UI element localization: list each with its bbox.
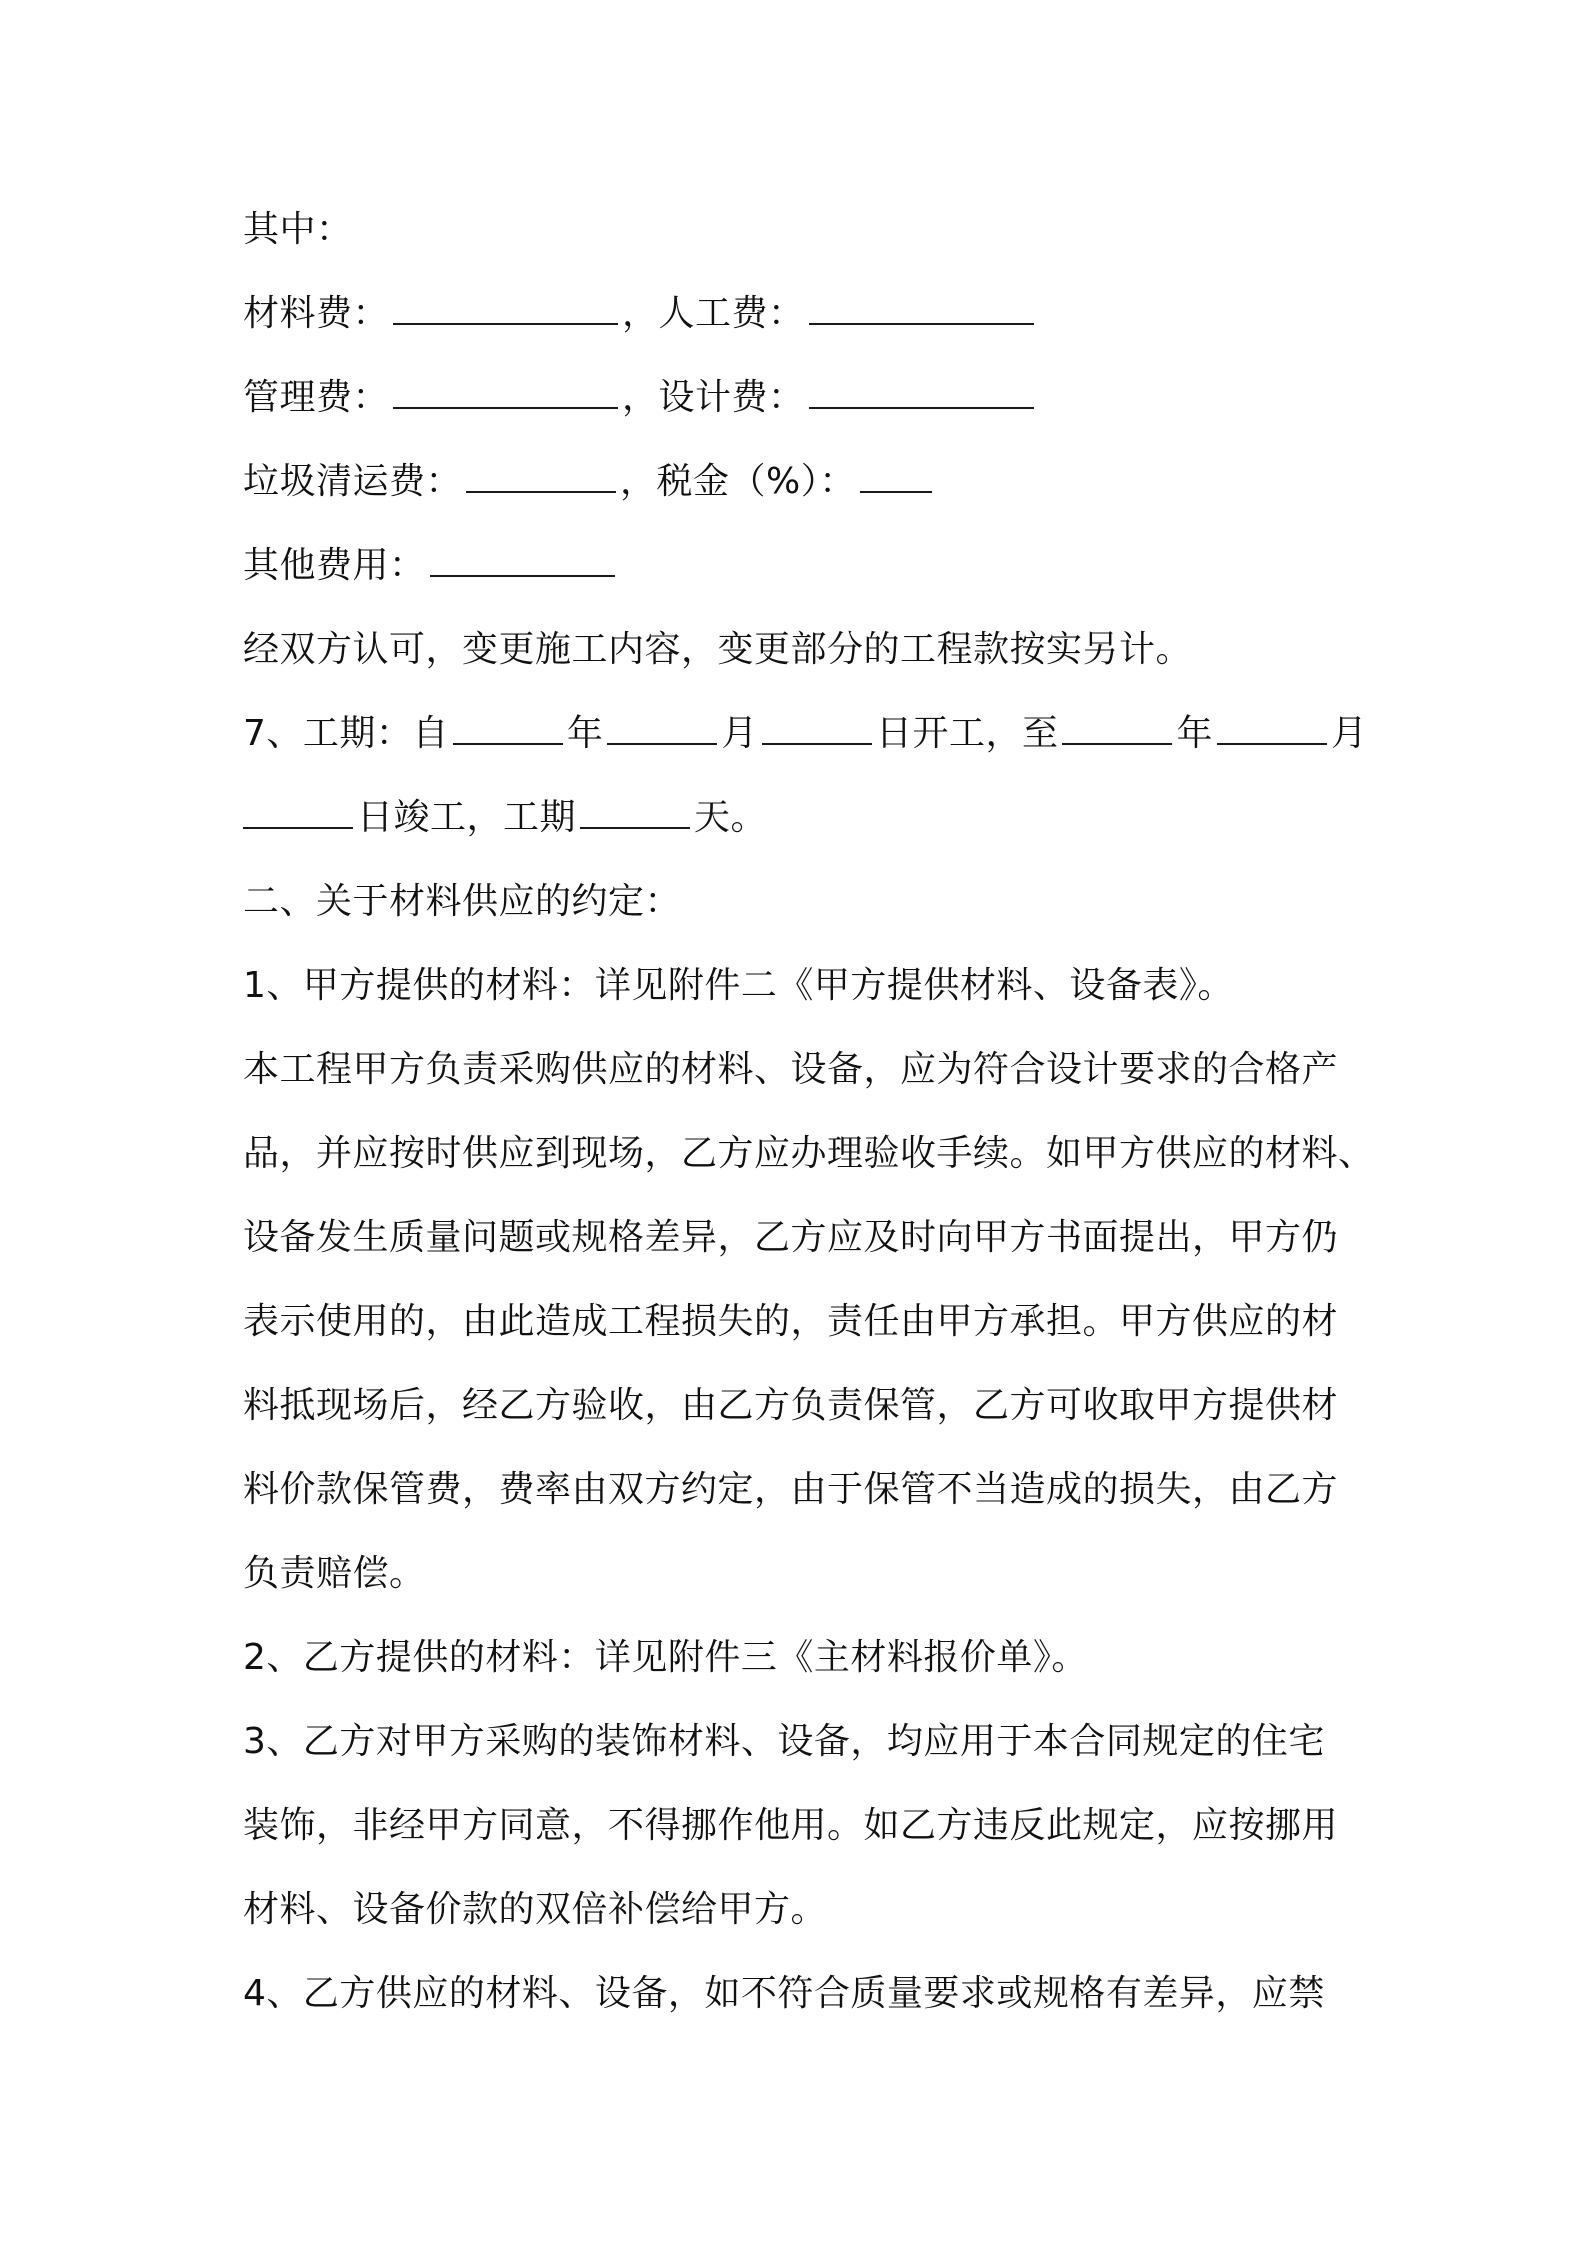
item1-text: 1、甲方提供的材料：详见附件二《甲方提供材料、设备表》。: [243, 965, 1234, 1006]
para1-line: 负责赔偿。: [243, 1553, 426, 1594]
management-fee-label: 管理费：: [243, 377, 390, 418]
para1-line: 本工程甲方负责采购供应的材料、设备，应为符合设计要求的合格产: [243, 1049, 1339, 1090]
para1-line: 品，并应按时供应到现场，乙方应办理验收手续。如甲方供应的材料、: [243, 1133, 1375, 1174]
intro-line: [243, 205, 353, 255]
item3-line: 3、乙方对甲方采购的装饰材料、设备，均应用于本合同规定的住宅: [243, 1721, 1325, 1762]
item4-text: 4、乙方供应的材料、设备，如不符合质量要求或规格有差异，应禁: [243, 1973, 1325, 2014]
other-fee-blank[interactable]: [430, 541, 615, 577]
para1-line: 设备发生质量问题或规格差异，乙方应及时向甲方书面提出，甲方仍: [243, 1217, 1339, 1258]
item4-line: [243, 1969, 1325, 2019]
garbage-tax-line: 垃圾清运费： ，税金（%）：: [243, 457, 936, 507]
start-month-blank[interactable]: [607, 709, 717, 745]
schedule-line-1: 7、工期：自 年 月 日开工，至 年 月: [243, 709, 1367, 759]
section-two-title: 二、关于材料供应的约定：: [243, 881, 682, 922]
design-fee-label: 设计费：: [658, 377, 805, 418]
change-note: 经双方认可，变更施工内容，变更部分的工程款按实另计。: [243, 629, 1193, 670]
schedule-line-2: 日竣工，工期 天。: [243, 793, 767, 843]
material-fee-label: 材料费：: [243, 293, 390, 334]
labor-fee-blank[interactable]: [809, 289, 1034, 325]
para1-line: 料抵现场后，经乙方验收，由乙方负责保管，乙方可收取甲方提供材: [243, 1385, 1339, 1426]
design-fee-blank[interactable]: [809, 373, 1034, 409]
start-year-blank[interactable]: [453, 709, 563, 745]
end-year-blank[interactable]: [1062, 709, 1172, 745]
tax-label: 税金（%）：: [656, 461, 856, 502]
garbage-fee-label: 垃圾清运费：: [243, 461, 463, 502]
schedule-prefix: 7、工期：自: [243, 713, 449, 754]
tax-blank[interactable]: [860, 457, 932, 493]
end-day-blank[interactable]: [243, 793, 353, 829]
section-two-title-line: [243, 877, 681, 927]
intro-text: 其中：: [243, 209, 353, 250]
other-fee-label: 其他费用：: [243, 545, 426, 586]
item1-line: [243, 961, 1234, 1011]
material-labor-line: 材料费： ，人工费：: [243, 289, 1038, 339]
change-note-line: [243, 625, 1192, 675]
item2-text: 2、乙方提供的材料：详见附件三《主材料报价单》。: [243, 1637, 1088, 1678]
start-day-blank[interactable]: [762, 709, 872, 745]
management-fee-blank[interactable]: [393, 373, 618, 409]
para1-line: 料价款保管费，费率由双方约定，由于保管不当造成的损失，由乙方: [243, 1469, 1339, 1510]
para1-line: 表示使用的，由此造成工程损失的，责任由甲方承担。甲方供应的材: [243, 1301, 1339, 1342]
management-design-line: 管理费： ，设计费：: [243, 373, 1038, 423]
material-fee-blank[interactable]: [393, 289, 618, 325]
duration-days-blank[interactable]: [580, 793, 690, 829]
item3-line: 材料、设备价款的双倍补偿给甲方。: [243, 1889, 828, 1930]
item3-line: 装饰，非经甲方同意，不得挪作他用。如乙方违反此规定，应按挪用: [243, 1805, 1339, 1846]
end-month-blank[interactable]: [1217, 709, 1327, 745]
item2-line: [243, 1633, 1088, 1683]
garbage-fee-blank[interactable]: [466, 457, 616, 493]
other-fee-line: [243, 541, 619, 591]
labor-fee-label: 人工费：: [658, 293, 805, 334]
